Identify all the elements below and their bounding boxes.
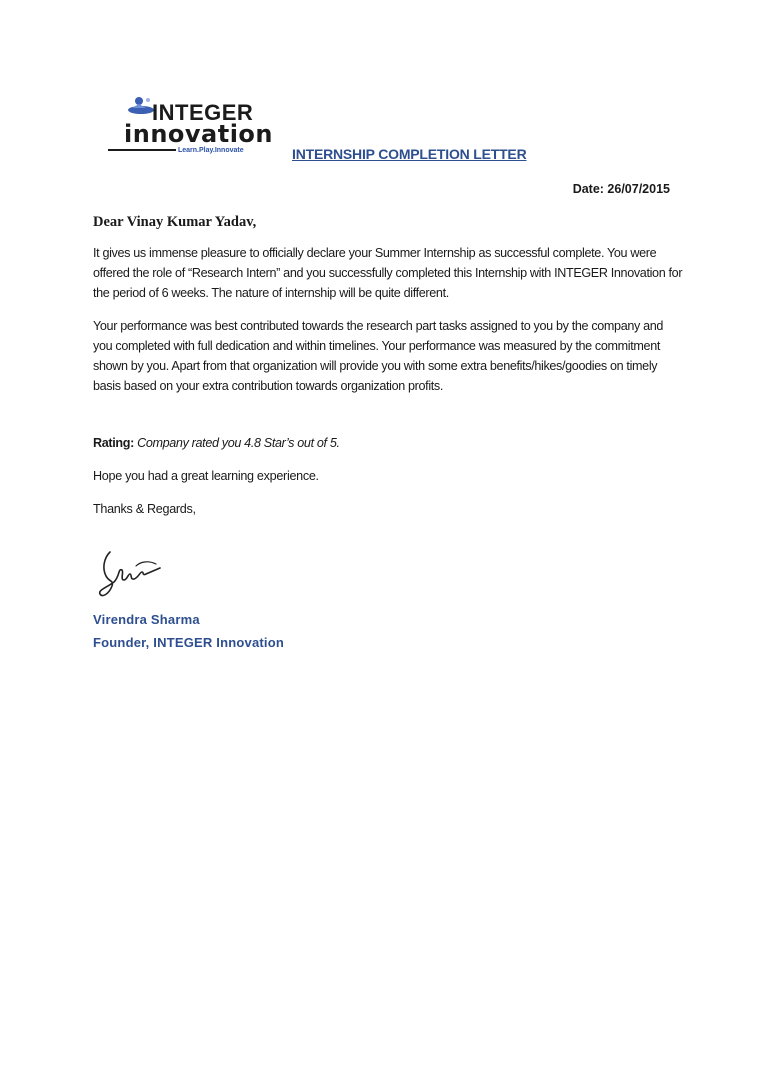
- signer-name: Virendra Sharma: [93, 612, 200, 627]
- rating-label: Rating:: [93, 436, 134, 450]
- letter-title: INTERNSHIP COMPLETION LETTER: [292, 146, 527, 162]
- logo-brand-top: INTEGER: [152, 100, 254, 125]
- body-paragraph-2: Your performance was best contributed towards the research part tasks assigned to you by the company and you completed with full dedication and within timelines. Your performance was measured by the commitment shown by you. Apart from that organization will provide you with some extra benefits/hikes/goodies on timely basis based on your extra contribution towards organization profits.: [93, 319, 664, 393]
- closing-line: Hope you had a great learning experience.: [93, 469, 319, 483]
- regards-line: Thanks & Regards,: [93, 502, 196, 516]
- logo-divider: [108, 149, 176, 151]
- salutation: Dear Vinay Kumar Yadav,: [93, 214, 257, 230]
- rating-line: [93, 436, 340, 450]
- logo-tagline: Learn.Play.Innovate: [178, 147, 244, 154]
- letter-date: Date: 26/07/2015: [572, 182, 670, 196]
- signature-image: [96, 546, 168, 602]
- logo-brand-bottom: innovation: [124, 120, 273, 148]
- rating-value: Company rated you 4.8 Star’s out of 5.: [133, 436, 340, 450]
- company-logo: [106, 94, 273, 160]
- signer-title: Founder, INTEGER Innovation: [93, 635, 285, 650]
- body-paragraph-1: It gives us immense pleasure to officially declare your Summer Internship as successful complete. You were offered the role of “Research Intern” and you successfully completed this Internship with INTEGER Innovation for the period of 6 weeks. The nature of internship will be quite different.: [93, 246, 683, 300]
